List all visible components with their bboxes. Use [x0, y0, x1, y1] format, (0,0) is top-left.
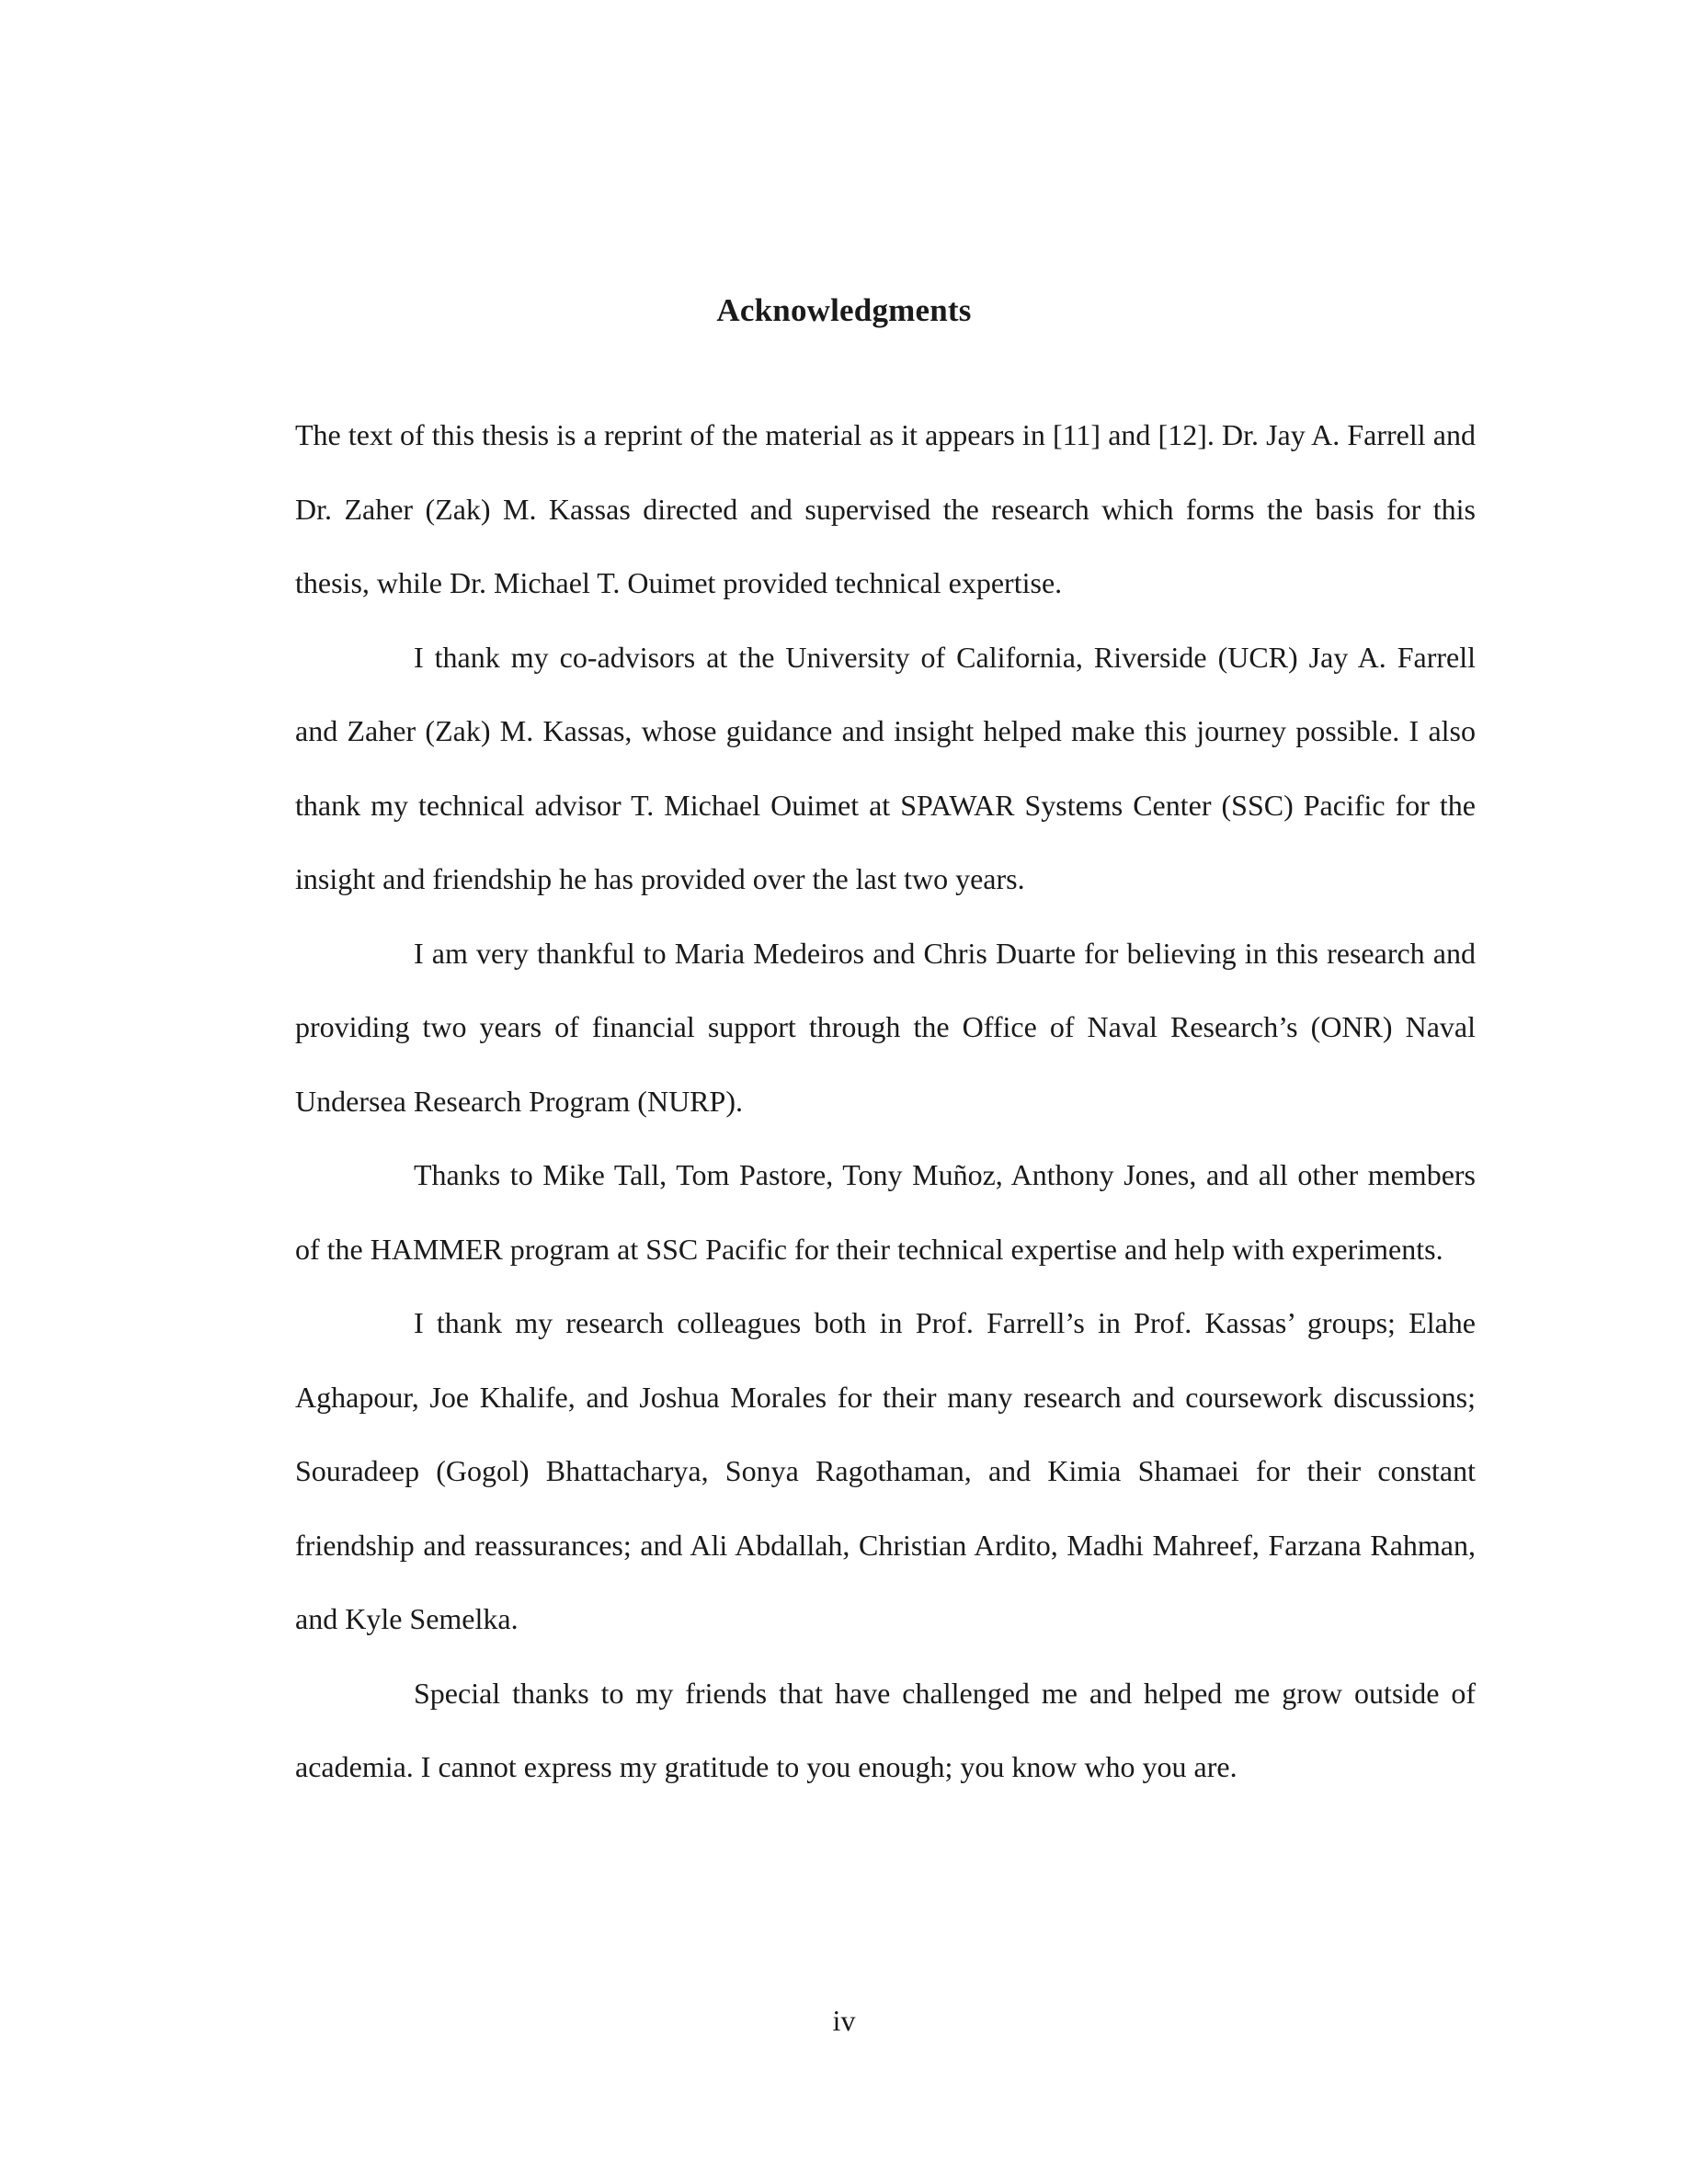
paragraph-1: The text of this thesis is a reprint of the material as it appears in [11] and [12]. Dr. Jay A. Farrell and Dr. Zaher (Zak) M. Kassas directed and supervised the research which forms the basis for this thesis, while Dr. Michael T. Ouimet provided technical expertise. [295, 418, 1476, 599]
paragraph-4: Thanks to Mike Tall, Tom Pastore, Tony Muñoz, Anthony Jones, and all other members of the HAMMER program at SSC Pacific for their technical expertise and help with experiments. [295, 1158, 1476, 1266]
page-number: iv [832, 2004, 856, 2037]
paragraph-6: Special thanks to my friends that have challenged me and helped me grow outside of academia. I cannot express my gratitude to you enough; you know who you are. [295, 1676, 1476, 1783]
paragraph-2: I thank my co-advisors at the University of California, Riverside (UCR) Jay A. Farrell and Zaher (Zak) M. Kassas, whose guidance and insight helped make this journey possible. I also thank my technical advisor T. Michael Ouimet at SPAWAR Systems Center (SSC) Pacific for the insight and friendship he has provided over the last two years. [295, 640, 1476, 895]
document-body [295, 398, 1476, 1804]
paragraph-5: I thank my research colleagues both in Prof. Farrell’s in Prof. Kassas’ groups; Elahe Aghapour, Joe Khalife, and Joshua Morales for their many research and coursework discussions; Souradeep (Gogol) Bhattacharya, Sonya Ragothaman, and Kimia Shamaei for their constant friendship and reassurances; and Ali Abdallah, Christian Ardito, Madhi Mahreef, Farzana Rahman, and Kyle Semelka. [295, 1306, 1476, 1635]
paragraph-3: I am very thankful to Maria Medeiros and Chris Duarte for believing in this research and providing two years of financial support through the Office of Naval Research’s (ONR) Naval Undersea Research Program (NURP). [295, 936, 1476, 1118]
page-title: Acknowledgments [716, 292, 972, 328]
